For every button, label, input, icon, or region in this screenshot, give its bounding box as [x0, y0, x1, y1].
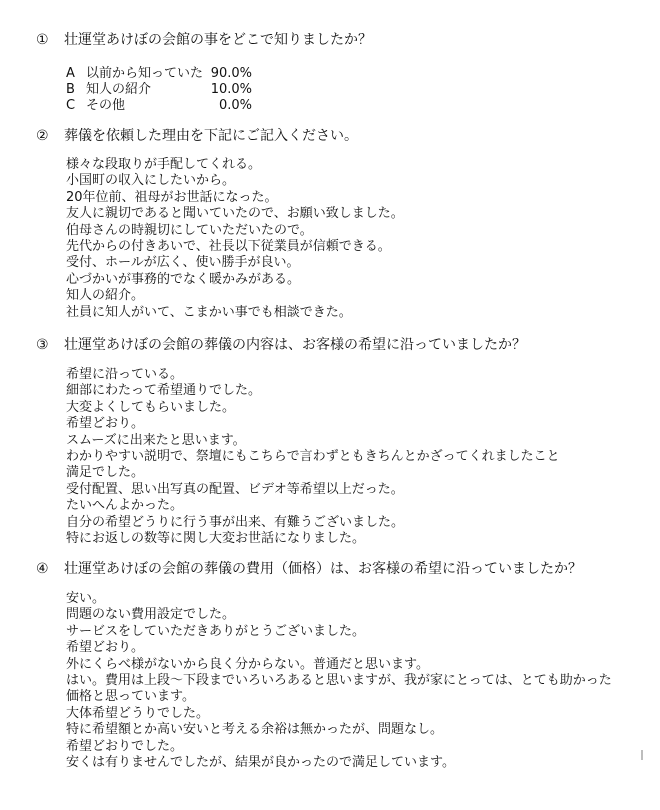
- answer-line: 先代からの付きあいで、社長以下従業員が信頼できる。: [66, 238, 391, 254]
- question-3-number: ③: [36, 337, 49, 353]
- answer-line: 希望どおり。: [66, 640, 145, 656]
- answer-line: 自分の希望どうりに行う事が出来、有難うございました。: [66, 514, 405, 530]
- answer-line: スムーズに出来たと思います。: [66, 432, 246, 448]
- answer-line: 満足でした。: [66, 465, 145, 481]
- answer-line: サービスをしていただきありがとうございました。: [66, 623, 366, 639]
- answer-line: 大体希望どうりでした。: [66, 705, 210, 721]
- option-b-label: 知人の紹介: [86, 82, 152, 97]
- answer-line: 問題のない費用設定でした。: [66, 607, 236, 623]
- question-4: [36, 560, 582, 578]
- option-c: [66, 98, 252, 114]
- answer-line: 価格と思っています。: [66, 689, 195, 705]
- question-2-text: 葬儀を依頼した理由を下記にご記入ください。: [64, 128, 358, 144]
- answer-line: 希望に沿っている。: [66, 367, 184, 382]
- question-4-text: 壮運堂あけぼの会館の葬儀の費用（価格）は、お客様の希望に沿っていましたか？: [64, 561, 582, 577]
- option-a: [66, 66, 252, 82]
- question-4-number: ④: [36, 561, 49, 577]
- answer-line: 外にくらべ様がないから良く分からない。普通だと思います。: [66, 656, 429, 672]
- answer-line: はい。費用は上段～下段までいろいろあると思いますが、我が家にとっては、とても助かった: [66, 672, 612, 688]
- question-1: [36, 31, 372, 49]
- question-4-answers: [66, 591, 612, 771]
- option-b-percent: 10.0%: [210, 82, 252, 97]
- answer-line: 特にお返しの数等に関し大変お世話になりました。: [66, 530, 366, 546]
- question-3: [36, 336, 526, 354]
- option-a-letter: A: [66, 66, 75, 81]
- answer-line: 知人の紹介。: [66, 288, 145, 304]
- question-2-number: ②: [36, 128, 49, 144]
- option-b: [66, 82, 252, 98]
- question-1-number: ①: [36, 32, 49, 48]
- option-c-letter: C: [66, 98, 76, 113]
- answer-line: 細部にわたって希望通りでした。: [66, 383, 262, 399]
- answer-line: 受付配置、思い出写真の配置、ビデオ等希望以上だった。: [66, 481, 404, 497]
- question-2-answers: [66, 157, 404, 321]
- answer-line: 伯母さんの時親切にしていただいたので。: [66, 222, 313, 238]
- option-c-label: その他: [86, 98, 126, 113]
- answer-line: 特に希望額とか高い安いと考える余裕は無かったが、問題なし。: [66, 722, 444, 738]
- question-3-text: 壮運堂あけぼの会館の葬儀の内容は、お客様の希望に沿っていましたか？: [64, 337, 526, 353]
- scan-mark: [641, 750, 643, 760]
- question-1-options: [66, 66, 252, 114]
- answer-line: 希望どおりでした。: [66, 738, 184, 754]
- question-2: [36, 127, 358, 145]
- option-b-letter: B: [66, 82, 75, 97]
- answer-line: 受付、ホールが広く、使い勝手が良い。: [66, 255, 300, 271]
- answer-line: 社員に知人がいて、こまかい事でも相談できた。: [66, 304, 352, 320]
- option-a-label: 以前から知っていた: [86, 66, 204, 81]
- question-1-text: 壮運堂あけぼの会館の事をどこで知りましたか？: [64, 32, 372, 48]
- question-3-answers: [66, 367, 560, 547]
- answer-line: 小国町の収入にしたいから。: [66, 173, 236, 189]
- answer-line: 希望どおり。: [66, 416, 145, 432]
- answer-line: 大変よくしてもらいました。: [66, 399, 236, 415]
- answer-line: たいへんよかった。: [66, 498, 184, 514]
- option-a-percent: 90.0%: [210, 66, 252, 81]
- answer-line: 心づかいが事務的でなく暖かみがある。: [66, 271, 301, 287]
- answer-line: 友人に親切であると聞いていたので、お願い致しました。: [66, 206, 404, 222]
- answer-line: わかりやすい説明で、祭壇にもこちらで言わずともきちんとかざってくれましたこと: [66, 448, 560, 464]
- answer-line: 安い。: [66, 591, 106, 606]
- answer-line: 様々な段取りが手配してくれる。: [66, 157, 262, 172]
- answer-line: 安くは有りませんでしたが、結果が良かったので満足しています。: [66, 754, 455, 770]
- option-c-percent: 0.0%: [218, 98, 252, 113]
- answer-line: 20年位前、祖母がお世話になった。: [66, 189, 278, 205]
